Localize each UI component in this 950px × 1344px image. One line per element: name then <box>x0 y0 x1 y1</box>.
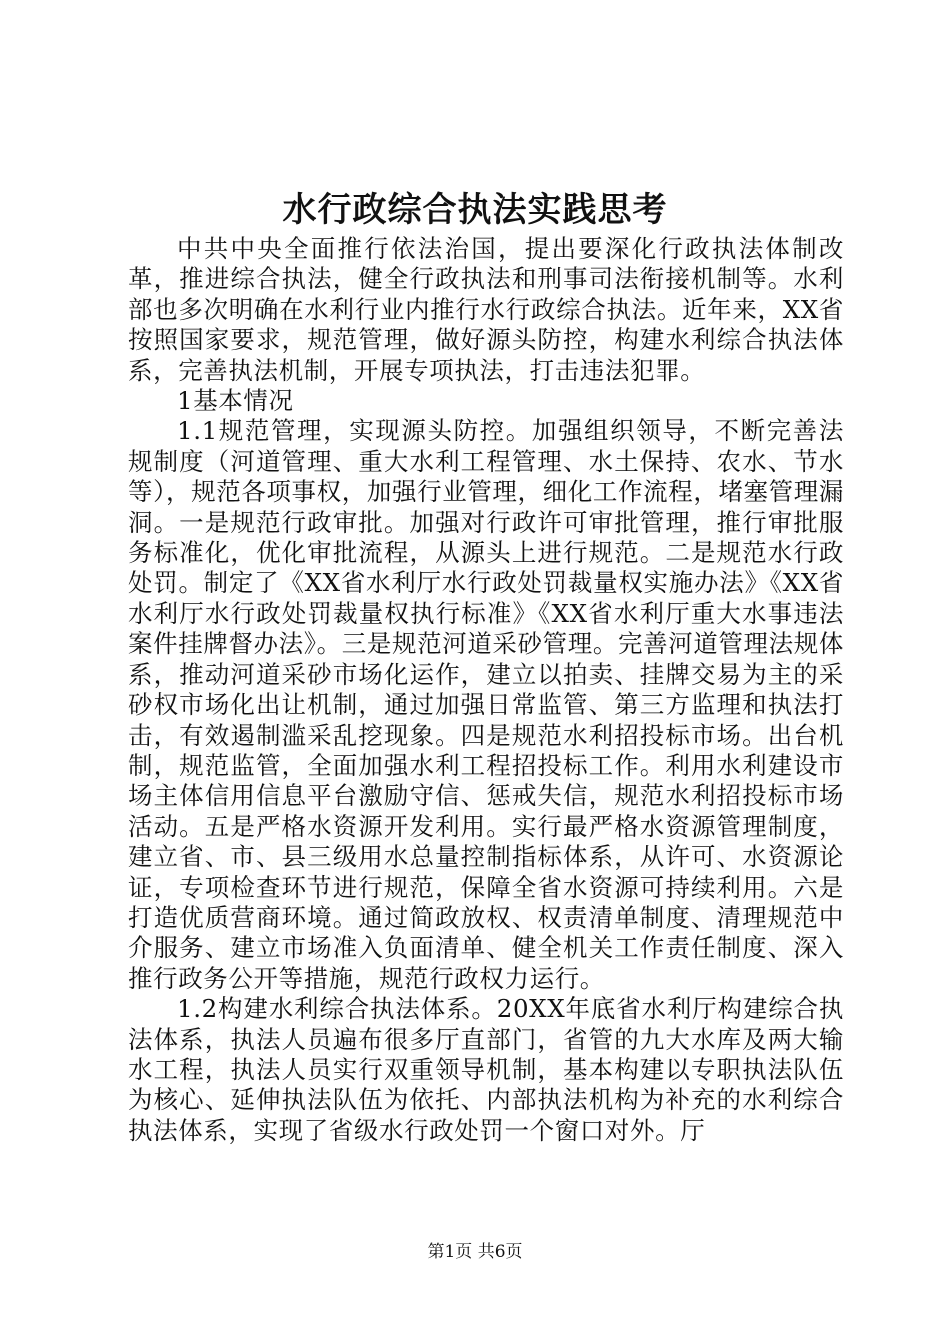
document-title: 水行政综合执法实践思考 <box>282 190 668 230</box>
document-body <box>128 234 844 1146</box>
intro-paragraph: 中共中央全面推行依法治国，提出要深化行政执法体制改革，推进综合执法，健全行政执法和刑事司法衔接机制等。水利部也多次明确在水利行业内推行水行政综合执法。近年来，XX省按照国家要求，规范管理，做好源头防控，构建水利综合执法体系，完善执法机制，开展专项执法，打击违法犯罪。 <box>128 234 844 385</box>
section-1-2-paragraph: 1.2构建水利综合执法体系。20XX年底省水利厅构建综合执法体系，执法人员遍布很多厅直部门，省管的九大水库及两大输水工程，执法人员实行双重领导机制，基本构建以专职执法队伍为核心、延伸执法队伍为依托、内部执法机构为补充的水利综合执法体系，实现了省级水行政处罚一个窗口对外。厅 <box>128 994 844 1145</box>
section-1-1-paragraph: 1.1规范管理，实现源头防控。加强组织领导，不断完善法规制度（河道管理、重大水利工程管理、水土保持、农水、节水等），规范各项事权，加强行业管理，细化工作流程，堵塞管理漏洞。一是规范行政审批。加强对行政许可审批管理，推行审批服务标准化，优化审批流程，从源头上进行规范。二是规范水行政处罚。制定了《XX省水利厅水行政处罚裁量权实施办法》《XX省水利厅水行政处罚裁量权执行标准》《XX省水利厅重大水事违法案件挂牌督办法》。三是规范河道采砂管理。完善河道管理法规体系，推动河道采砂市场化运作，建立以拍卖、挂牌交易为主的采砂权市场化出让机制，通过加强日常监管、第三方监理和执法打击，有效遏制滥采乱挖现象。四是规范水利招投标市场。出台机制，规范监管，全面加强水利工程招投标工作。利用水利建设市场主体信用信息平台激励守信、惩戒失信，规范水利招投标市场活动。五是严格水资源开发利用。实行最严格水资源管理制度，建立省、市、县三级用水总量控制指标体系，从许可、水资源论证，专项检查环节进行规范，保障全省水资源可持续利用。六是打造优质营商环境。通过简政放权、权责清单制度、清理规范中介服务、建立市场准入负面清单、健全机关工作责任制度、深入推行政务公开等措施，规范行政权力运行。 <box>128 416 844 993</box>
page-number: 第1页 共6页 <box>427 1242 523 1262</box>
section-heading: 1基本情况 <box>177 386 294 416</box>
